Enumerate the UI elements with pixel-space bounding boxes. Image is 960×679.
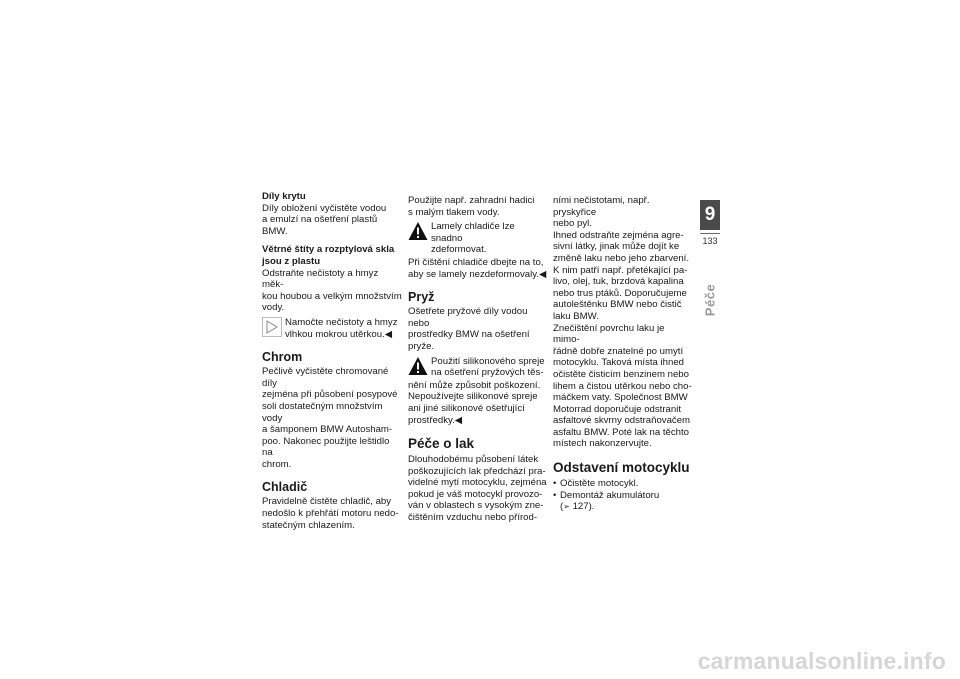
text-line: Nepoužívejte silikonové spreje <box>408 391 538 403</box>
divider <box>700 233 720 234</box>
bullet-icon: • <box>553 478 557 490</box>
text-line: očistěte čisticím benzinem nebo <box>553 368 689 380</box>
text-line: vody. <box>262 302 285 314</box>
text-line: lihem a čistou utěrkou nebo cho- <box>553 380 692 392</box>
text-line: autoleštěnku BMW nebo čistič <box>553 299 682 311</box>
text-line: Motorrad doporučuje odstranit <box>553 403 681 415</box>
heading-odstaveni-motocyklu: Odstavení motocyklu <box>553 460 690 476</box>
text-line: sivní látky, jinak může dojít ke <box>553 241 680 253</box>
text-line: Lamely chladiče lze snadno <box>431 221 515 244</box>
text-line: aby se lamely nezdeformovaly.◀ <box>408 268 547 280</box>
text-line: Dlouhodobému působení látek <box>408 454 539 466</box>
text-line: Odstraňte nečistoty a hmyz měk- <box>262 267 379 291</box>
text-line: a emulzí na ošetření plastů BMW. <box>262 214 378 237</box>
page-reference[interactable]: (➢ 127). <box>560 501 595 513</box>
text-line: Při čištění chladiče dbejte na to, <box>408 256 544 268</box>
page-number: 133 <box>702 236 718 246</box>
column-1 <box>262 191 402 531</box>
text-line: K nim patří např. přetékající pa- <box>553 264 688 276</box>
text-line: livo, olej, tuk, brzdová kapalina <box>553 276 684 288</box>
heading-pryz: Pryž <box>408 290 435 305</box>
column-2 <box>408 195 548 524</box>
list-item-text: Demontáž akumulátoru <box>560 489 660 501</box>
text-line: zejména při působení posypové <box>262 389 398 401</box>
text-line: pryže. <box>408 340 435 352</box>
tip-triangle-icon <box>262 317 282 337</box>
side-label <box>697 278 723 322</box>
heading-vetrne-stity-l2: jsou z plastu <box>262 255 321 267</box>
text-line: nebo pyl. <box>553 218 592 230</box>
text-line: pokud je váš motocykl provozo- <box>408 488 543 500</box>
text-line: Ihned odstraňte zejména agre- <box>553 229 684 241</box>
reference-page: 127). <box>572 501 595 513</box>
chapter-tab <box>700 200 720 270</box>
text-line: čištěním vzduchu nebo přírod- <box>408 512 538 524</box>
list-item-text: Očistěte motocykl. <box>560 478 639 490</box>
text-line: nění může způsobit poškození. <box>408 379 541 391</box>
text-line: prostředky.◀ <box>408 414 463 426</box>
watermark: carmanualsonline.info <box>697 648 946 674</box>
bullet-icon: • <box>553 489 557 501</box>
warning-triangle-icon <box>408 356 428 376</box>
text-line: a šamponem BMW Autosham- <box>262 424 393 436</box>
text-line: Pečlivě vyčistěte chromované díly <box>262 366 389 389</box>
tip-note <box>262 317 402 340</box>
text-line: Použijte např. zahradní hadici <box>408 195 535 206</box>
arrow-reference-icon: ➢ <box>563 502 570 512</box>
chapter-number: 9 <box>700 200 720 230</box>
text-line: místech nakonzervujte. <box>553 438 652 450</box>
text-line: s malým tlakem vody. <box>408 206 500 218</box>
text-line: statečným chlazením. <box>262 519 355 531</box>
text-line: laku BMW. <box>553 310 599 322</box>
text-line: nebo trus ptáků. Doporučujeme <box>553 287 687 299</box>
text-line: ván v oblastech s vysokým zne- <box>408 500 544 512</box>
text-line: videlné mytí motocyklu, zejména <box>408 477 547 489</box>
text-line: změně laku nebo jeho zbarvení. <box>553 252 689 264</box>
text-line: kou houbou a velkým množstvím <box>262 290 402 302</box>
text-line: ními nečistotami, např. pryskyřice <box>553 195 650 218</box>
heading-chrom: Chrom <box>262 350 303 365</box>
text-line: Znečištění povrchu laku je mimo- <box>553 322 665 346</box>
text-line: na ošetření pryžových těs- <box>431 367 544 379</box>
side-label-text: Péče <box>702 283 718 317</box>
text-line: Ošetřete pryžové díly vodou nebo <box>408 306 528 329</box>
text-line: prostředky BMW na ošetření <box>408 329 530 341</box>
heading-dily-krytu: Díly krytu <box>262 191 306 202</box>
text-line: zdeformovat. <box>431 244 487 256</box>
text-line: Díly obložení vyčistěte vodou <box>262 202 387 214</box>
list-item <box>553 478 693 490</box>
heading-chladic: Chladič <box>262 480 308 495</box>
text-line: ani jiné silikonové ošetřující <box>408 402 525 414</box>
text-line: Pravidelně čistěte chladič, aby <box>262 496 392 508</box>
list-item <box>553 490 693 502</box>
text-line: poškozujících lak předchází pra- <box>408 465 546 477</box>
text-line: nedošlo k přehřátí motoru nedo- <box>262 508 399 520</box>
text-line: asfaltu BMW. Poté lak na těchto <box>553 426 689 438</box>
heading-pece-o-lak: Péče o lak <box>408 436 475 452</box>
text-line: poo. Nakonec použijte leštidlo na <box>262 435 390 459</box>
text-line: chrom. <box>262 458 292 470</box>
warning-note <box>408 221 548 256</box>
text-line: máčkem vaty. Společnost BMW <box>553 392 688 404</box>
text-line: soli dostatečným množstvím vody <box>262 400 383 424</box>
column-3 <box>553 195 693 513</box>
warning-note <box>408 356 548 379</box>
text-line: vlhkou mokrou utěrkou.◀ <box>285 328 393 340</box>
text-line: asfaltové skvrny odstraňovačem <box>553 415 691 427</box>
text-line: řádně dobře znatelné po umytí <box>553 345 684 357</box>
text-line: Namočte nečistoty a hmyz <box>285 316 398 328</box>
warning-triangle-icon <box>408 221 428 241</box>
heading-vetrne-stity-l1: Větrné štíty a rozptylová skla <box>262 244 395 256</box>
text-line: Použití silikonového spreje <box>431 355 545 367</box>
text-line: motocyklu. Taková místa ihned <box>553 357 684 369</box>
